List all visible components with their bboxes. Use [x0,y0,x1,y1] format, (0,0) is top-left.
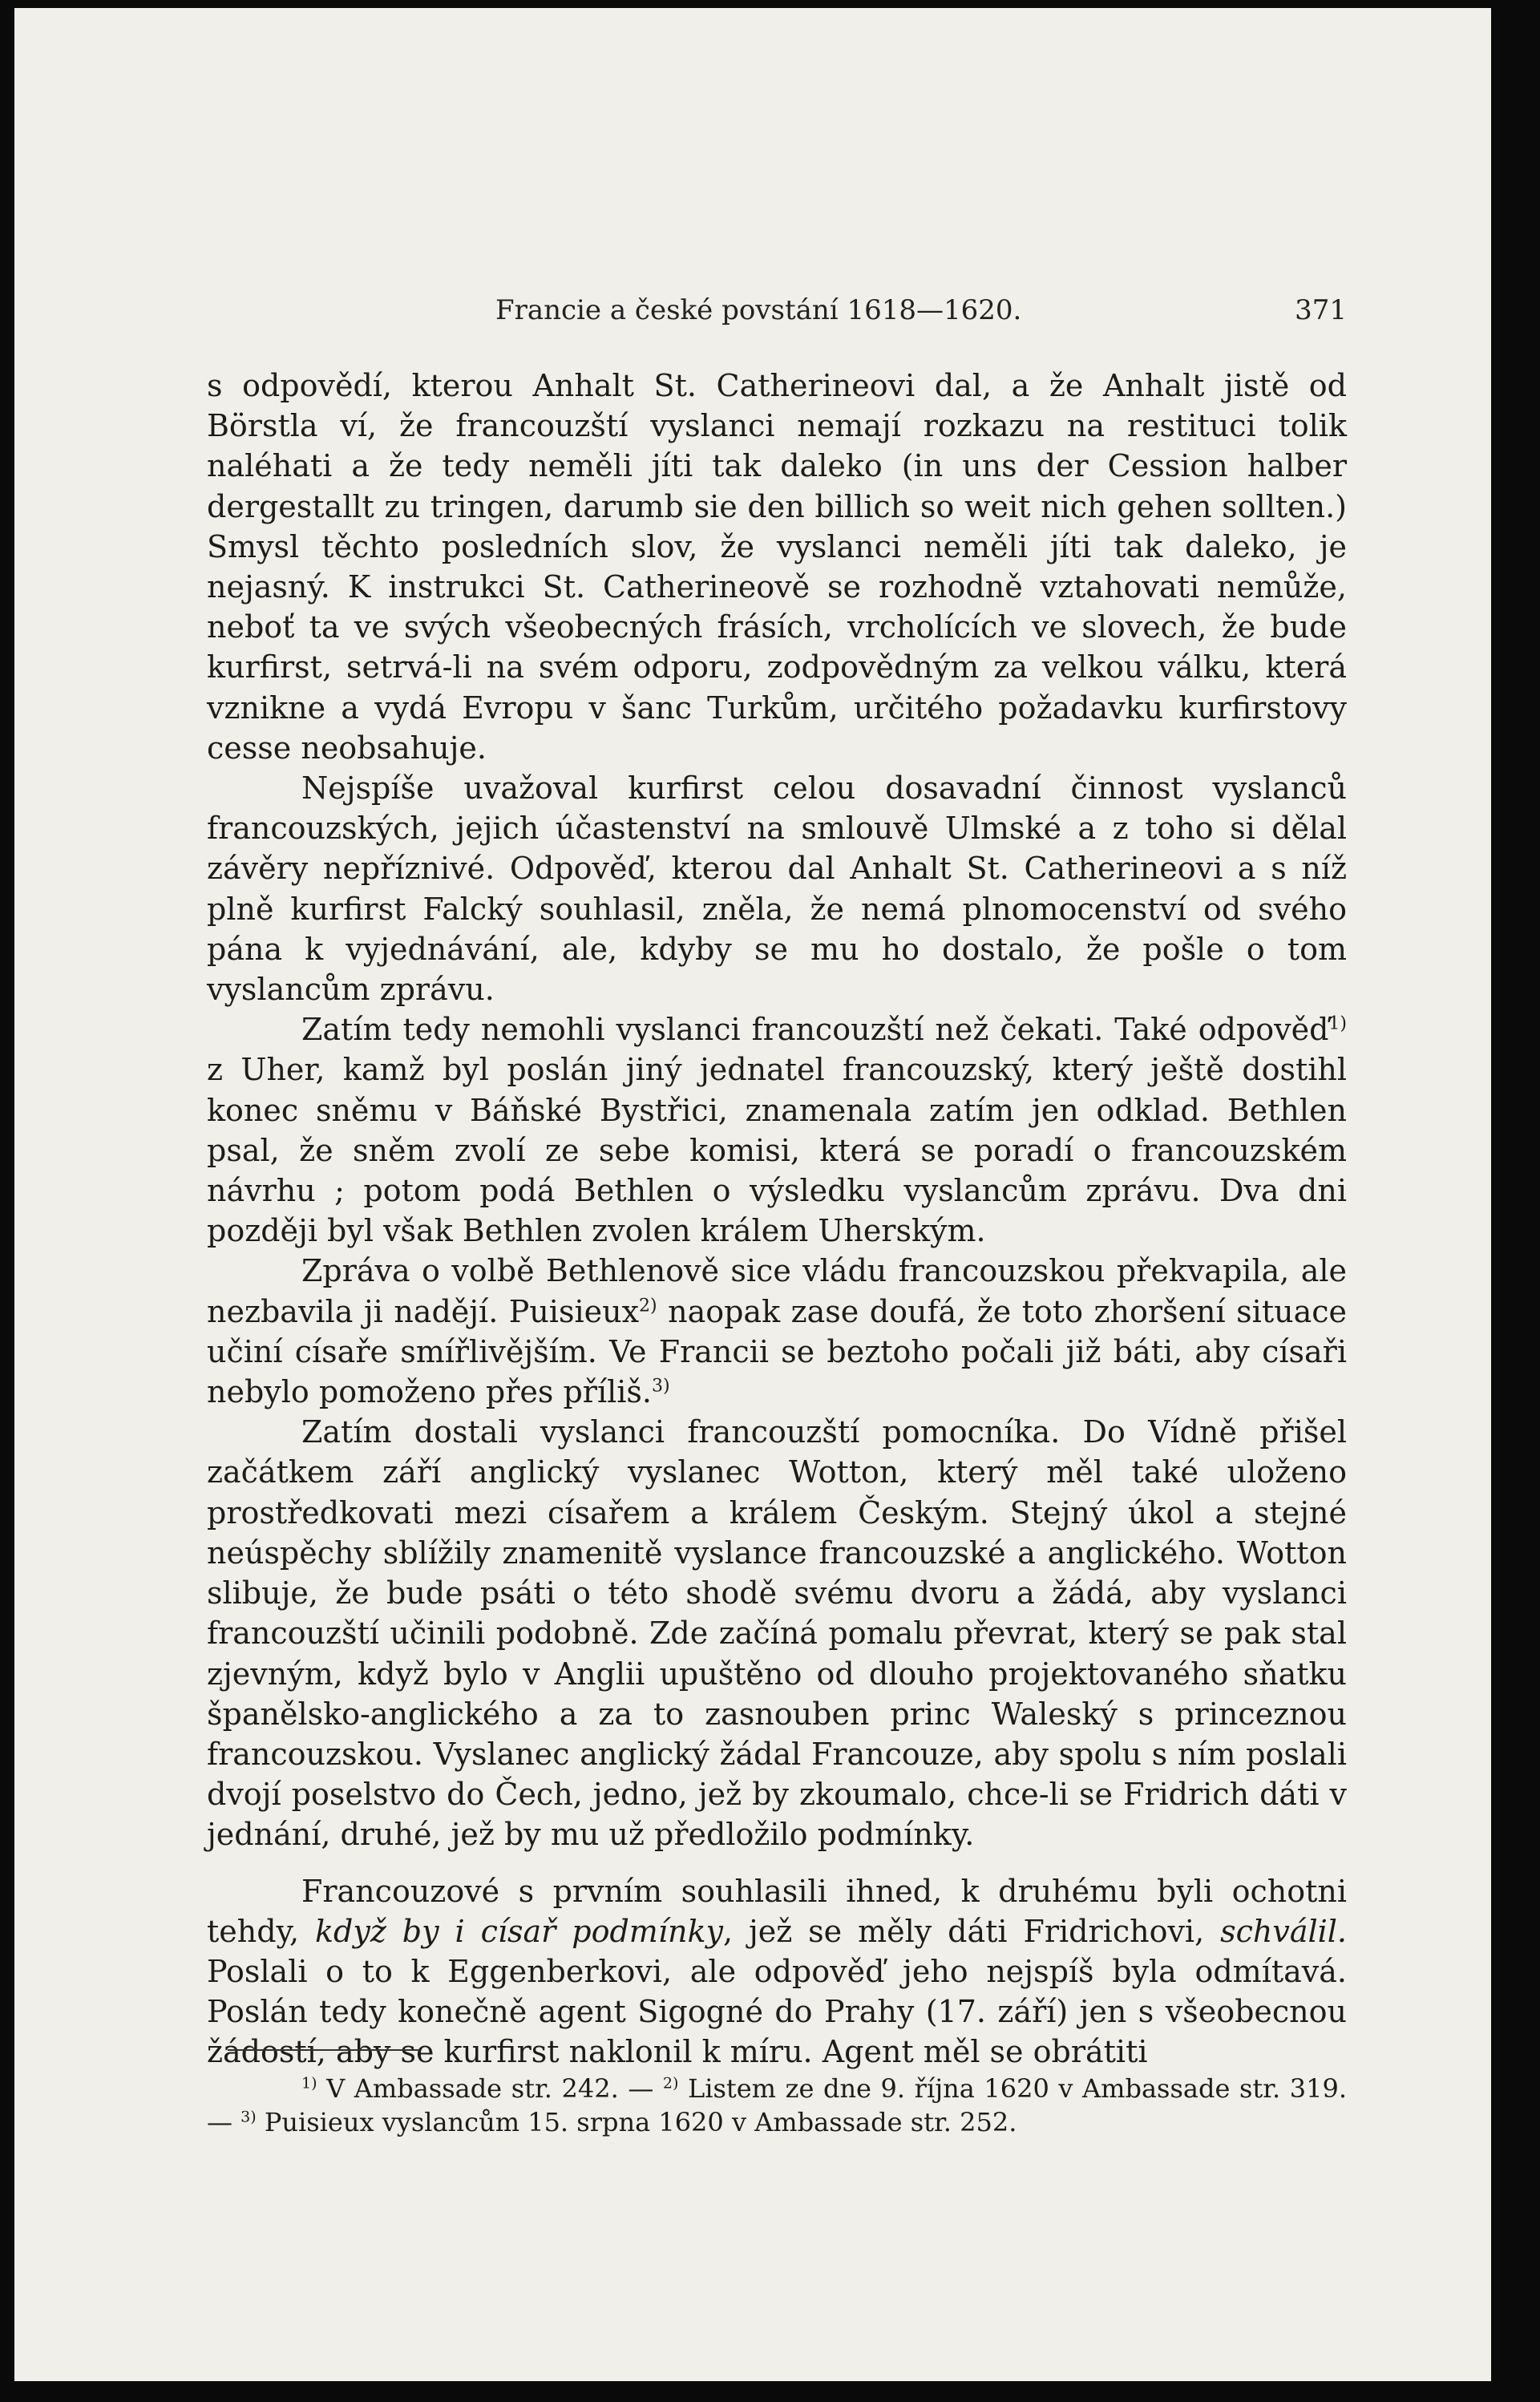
paragraph-6: Francouzové s prvním souhlasili ihned, k druhému byli ochotni tehdy, když by i císař podmínky, jež se měly dáti Fridrichovi, schválil. Poslali o to k Eggenberkovi, ale odpověď jeho nejspíš byla odmítavá. Poslán tedy konečně agent Sigogné do Prahy (17. září) jen s všeobecnou žádostí, aby se kurfirst naklonil k míru. Agent měl se obrátiti [207,1873,1348,2070]
main-text [207,366,1347,2072]
page-number: 371 [1295,294,1347,326]
footnote-marker-1: 1) [301,2074,317,2093]
footnote-marker-2: 2) [662,2074,679,2093]
footnote-ref-3: 3) [652,1376,670,1397]
italic-phrase-2: schválil. [1220,1913,1348,1949]
italic-phrase-1: když by i císař podmínky [315,1913,723,1949]
footnote-line: $^{1)}$ V Ambassade str. 242. — $^{2)}$ Listem ze dne 9. října 1620 v Ambassade str. 319. — $^{3)}$ Puisieux vyslancům 15. srpna 1620 v Ambassade str. 252. [207,2073,1348,2137]
footnotes [207,2072,1347,2139]
running-title: Francie a české povstání 1618—1620. [495,294,1022,326]
book-page [14,8,1491,2381]
paragraph-3: Zatím tedy nemohli vyslanci francouzští než čekati. Také odpověď$^{1)}$ z Uher, kamž byl poslán jiný jednatel francouzský, který ještě dostihl konec sněmu v Báňské Bystřici, znamenala zatím jen odklad. Bethlen psal, že sněm zvolí ze sebe komisi, která se poradí o francouzském návrhu ; potom podá Bethlen o výsledku vyslancům zprávu. Dva dni později byl však Bethlen zvolen králem Uherským. [207,1012,1347,1249]
footnote-ref-2: 2) [639,1296,657,1316]
paragraph-4: Zpráva o volbě Bethlenově sice vládu francouzskou překvapila, ale nezbavila ji nadějí. Puisieux$^{2)}$ naopak zase doufá, že toto zhoršení situace učiní císaře smířlivějším. Ve Francii se beztoho počali již báti, aby císaři nebylo pomoženo přes příliš.$^{3)}$ [207,1253,1347,1410]
footnote-ref-1: 1) [1328,1013,1347,1034]
running-header [207,294,1347,334]
paragraph-2: Nejspíše uvažoval kurfirst celou dosavadní činnost vyslanců francouzských, jejich účastenství na smlouvě Ulmské a z toho si dělal závěry nepříznivé. Odpověď, kterou dal Anhalt St. Catherineovi a s níž plně kurfirst Falcký souhlasil, zněla, že nemá plnomocenství od svého pána k vyjednávání, ale, kdyby se mu ho dostalo, že pošle o tom vyslancům zprávu. [207,770,1347,1008]
paragraph-1: s odpovědí, kterou Anhalt St. Catherineovi dal, a že Anhalt jistě od Börstla ví, že francouzští vyslanci nemají rozkazu na restituci tolik naléhati a že tedy neměli jíti tak daleko (in uns der Cession halber dergestallt zu tringen, darumb sie den billich so weit nich gehen sollten.) Smysl těchto posledních slov, že vyslanci neměli jíti tak daleko, je nejasný. K instrukci St. Catherineově se rozhodně vztahovati nemůže, neboť ta ve svých všeobecných frásích, vrcholících ve slovech, že bude kurfirst, setrvá-li na svém odporu, zodpovědným za velkou válku, která vznikne a vydá Evropu v šanc Turkům, určitého požadavku kurfirstovy cesse neobsahuje. [207,368,1347,766]
paragraph-5: Zatím dostali vyslanci francouzští pomocníka. Do Vídně přišel začátkem září anglický vyslanec Wotton, který měl také uloženo prostředkovati mezi císařem a králem Českým. Stejný úkol a stejné neúspěchy sblížily znamenitě vyslance francouzské a anglického. Wotton slibuje, že bude psáti o této shodě svému dvoru a žádá, aby vyslanci francouzští učinili podobně. Zde začíná pomalu převrat, který se pak stal zjevným, když bylo v Anglii upuštěno od dlouho projektovaného sňatku španělsko-anglického a za to zasnouben princ Waleský s princeznou francouzskou. Vyslanec anglický žádal Francouze, aby spolu s ním poslali dvojí poselstvo do Čech, jedno, jež by zkoumalo, chce-li se Fridrich dáti v jednání, druhé, jež by mu už předložilo podmínky. [207,1414,1347,1853]
footnote-divider [228,2049,420,2051]
footnote-marker-3: 3) [240,2108,257,2126]
